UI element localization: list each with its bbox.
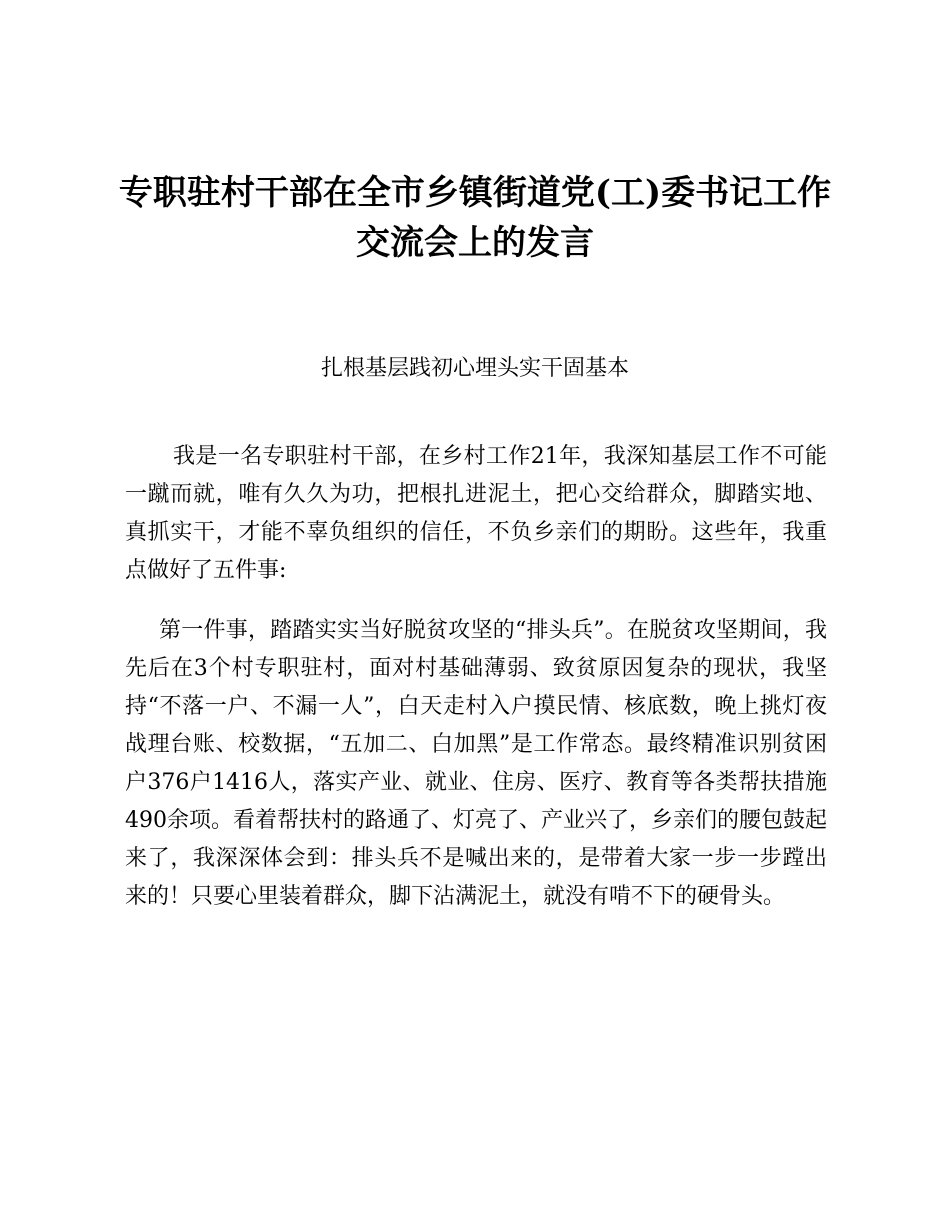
document-title: 专职驻村干部在全市乡镇街道党(工)委书记工作交流会上的发言 [118, 173, 832, 263]
document-subtitle: 扎根基层践初心埋头实干固基本 [320, 356, 629, 381]
paragraph-first-item: 第一件事，踏踏实实当好脱贫攻坚的“排头兵”。在脱贫攻坚期间，我先后在3个村专职驻村，面对村基础薄弱、致贫原因复杂的现状，我坚持“不落一户、不漏一人”，白天走村入户摸民情、核底数，晚上挑灯夜战理台账、校数据，“五加二、白加黑”是工作常态。最终精准识别贫困户376户1416人，落实产业、就业、住房、医疗、教育等各类帮扶措施490余项。看着帮扶村的路通了、灯亮了、产业兴了，乡亲们的腰包鼓起来了，我深深体会到：排头兵不是喊出来的，是带着大家一步一步蹚出来的！只要心里装着群众，脚下沾满泥土，就没有啃不下的硬骨头。 [125, 618, 827, 909]
paragraph-intro: 我是一名专职驻村干部，在乡村工作21年，我深知基层工作不可能一蹴而就，唯有久久为功，把根扎进泥土，把心交给群众，脚踏实地、真抓实干，才能不辜负组织的信任，不负乡亲们的期盼。这些年，我重点做好了五件事: [125, 444, 827, 583]
